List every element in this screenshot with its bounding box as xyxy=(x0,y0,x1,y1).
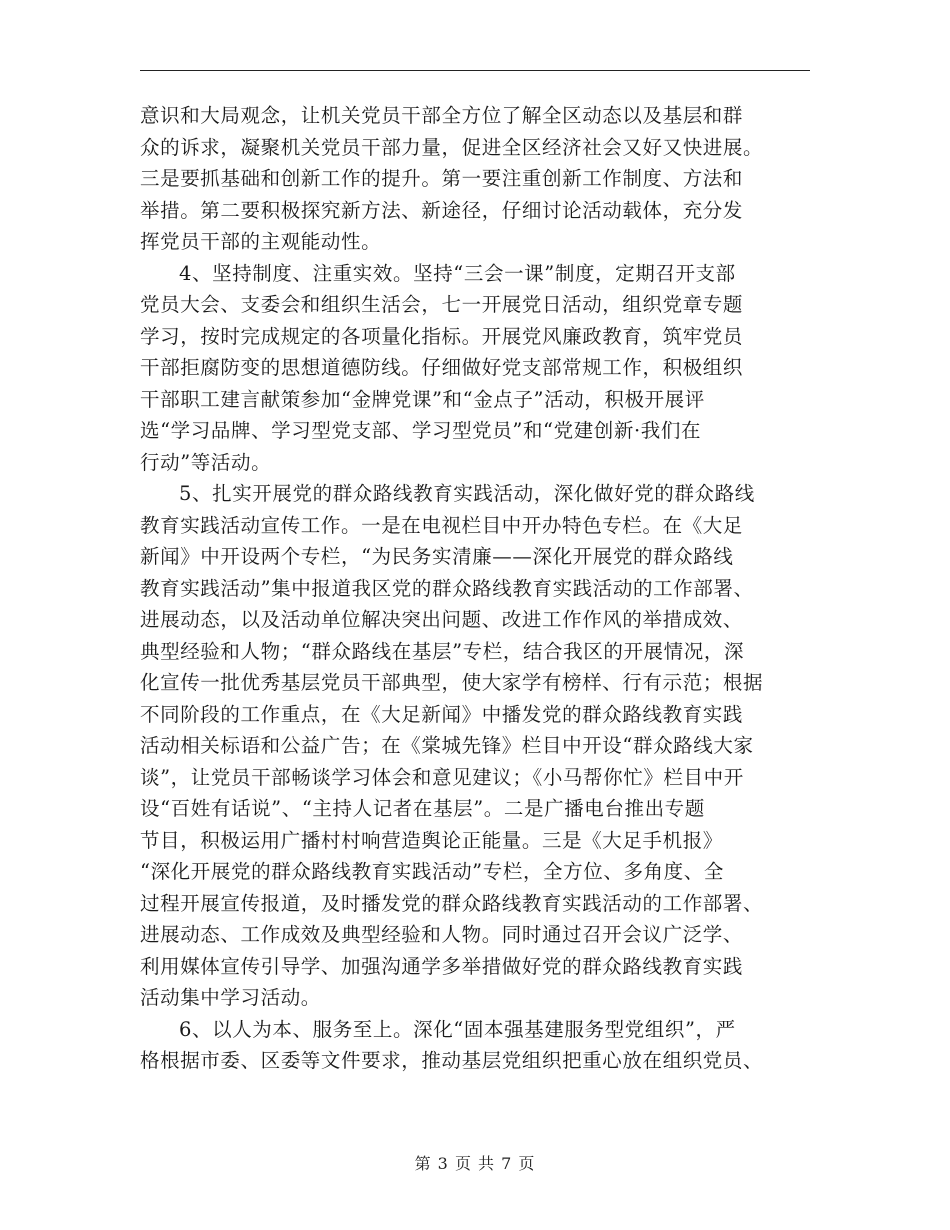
text-line: 挥党员干部的主观能动性。 xyxy=(140,230,382,253)
text-line: 干部职工建言献策参加“金牌党课”和“金点子”活动，积极开展评 xyxy=(140,387,705,411)
text-line: 新闻》中开设两个专栏，“为民务实清廉——深化开展党的群众路线 xyxy=(140,545,734,568)
text-line: 党员大会、支委会和组织生活会，七一开展党日活动，组织党章专题 xyxy=(140,293,744,316)
text-line: 行动”等活动。 xyxy=(140,450,272,474)
paragraph-start-line: 4、坚持制度、注重实效。坚持“三会一课”制度，定期召开支部 xyxy=(179,261,736,285)
text-line: 三是要抓基础和创新工作的提升。第一要注重创新工作制度、方法和 xyxy=(140,167,744,190)
text-line: 选“学习品牌、学习型党支部、学习型党员”和“党建创新·我们在 xyxy=(140,419,702,442)
text-line: 进展动态、工作成效及典型经验和人物。同时通过召开会议广泛学、 xyxy=(140,923,744,946)
page-number-footer: 第 3 页 共 7 页 xyxy=(414,1154,536,1173)
document-body xyxy=(140,100,810,1077)
text-line: 学习，按时完成规定的各项量化指标。开展党风廉政教育，筑牢党员 xyxy=(140,324,744,348)
text-line: 意识和大局观念，让机关党员干部全方位了解全区动态以及基层和群 xyxy=(140,104,744,127)
paragraph-start-line: 6、以人为本、服务至上。深化“固本强基建服务型党组织”，严 xyxy=(179,1017,736,1041)
text-line: 典型经验和人物；“群众路线在基层”专栏，结合我区的开展情况，深 xyxy=(140,639,745,663)
paragraph-start-line: 5、扎实开展党的群众路线教育实践活动，深化做好党的群众路线 xyxy=(179,482,755,505)
header-rule xyxy=(140,70,810,71)
text-line: 过程开展宣传报道，及时播发党的群众路线教育实践活动的工作部署、 xyxy=(140,891,764,915)
text-line: 干部拒腐防变的思想道德防线。仔细做好党支部常规工作，积极组织 xyxy=(140,356,744,379)
text-line: 化宣传一批优秀基层党员干部典型，使大家学有榜样、行有示范；根据 xyxy=(140,671,764,694)
text-line: 进展动态，以及活动单位解决突出问题、改进工作作风的举措成效、 xyxy=(140,608,744,631)
text-line: 格根据市委、区委等文件要求，推动基层党组织把重心放在组织党员、 xyxy=(140,1049,764,1072)
text-line: 举措。第二要积极探究新方法、新途径，仔细讨论活动载体，充分发 xyxy=(140,198,744,222)
text-line: 教育实践活动宣传工作。一是在电视栏目中开办特色专栏。在《大足 xyxy=(140,513,744,537)
text-line: 设“百姓有话说”、“主持人记者在基层”。二是广播电台推出专题 xyxy=(140,797,705,820)
text-line: 活动相关标语和公益广告；在《棠城先锋》栏目中开设“群众路线大家 xyxy=(140,734,754,757)
text-line: 教育实践活动”集中报道我区党的群众路线教育实践活动的工作部署、 xyxy=(140,576,754,600)
text-line: 节目，积极运用广播村村响营造舆论正能量。三是《大足手机报》 xyxy=(140,828,723,852)
text-line: 众的诉求，凝聚机关党员干部力量，促进全区经济社会又好又快进展。 xyxy=(140,135,764,159)
text-line: “深化开展党的群众路线教育实践活动”专栏，全方位、多角度、全 xyxy=(140,860,724,883)
text-line: 活动集中学习活动。 xyxy=(140,986,321,1009)
text-line: 利用媒体宣传引导学、加强沟通学多举措做好党的群众路线教育实践 xyxy=(140,954,744,978)
text-line: 谈”，让党员干部畅谈学习体会和意见建议；《小马帮你忙》栏目中开 xyxy=(140,765,744,789)
text-line: 不同阶段的工作重点，在《大足新闻》中播发党的群众路线教育实践 xyxy=(140,702,744,726)
